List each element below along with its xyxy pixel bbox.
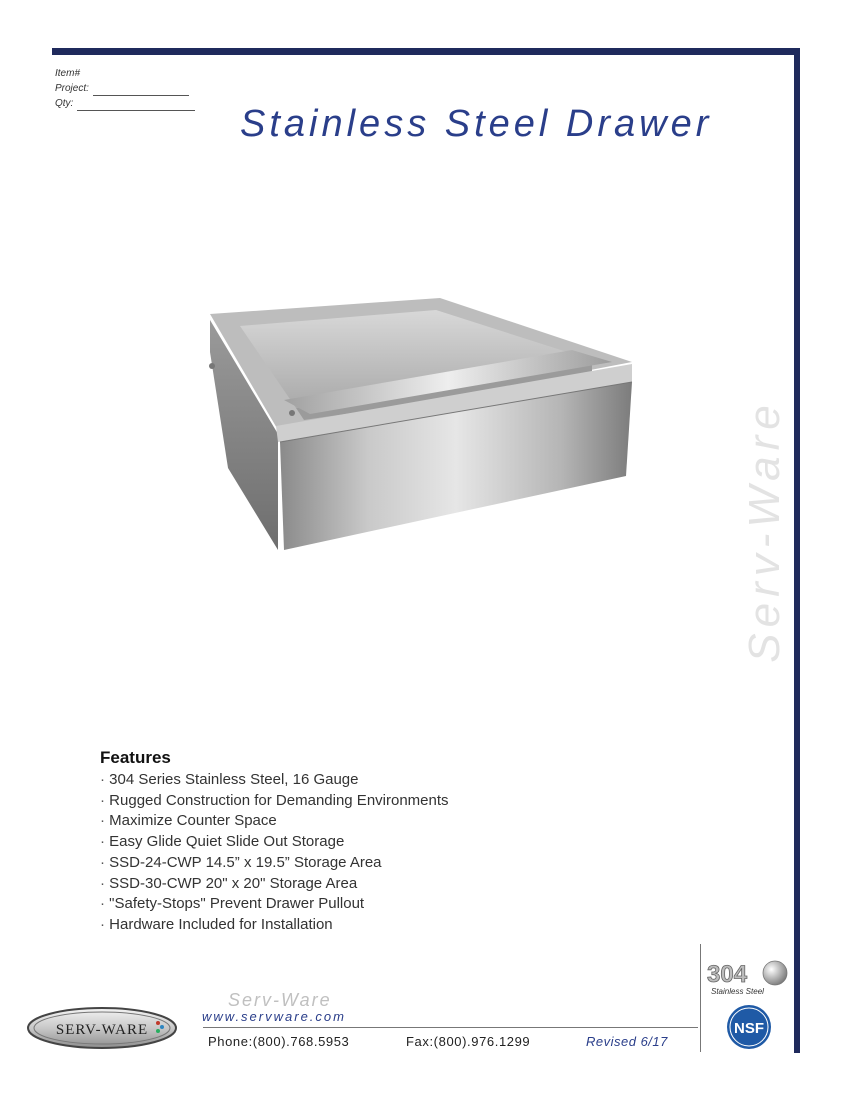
revised-date: Revised 6/17 [586,1034,668,1049]
project-field [55,81,195,96]
feature-item: · 304 Series Stainless Steel, 16 Gauge [100,770,449,791]
page-title: Stainless Steel Drawer [240,103,713,145]
item-label: Item# [55,68,81,79]
features-section [100,748,449,936]
footer-brand-name: Serv-Ware [228,990,332,1010]
feature-item: · Easy Glide Quiet Slide Out Storage [100,832,449,853]
vertical-brand-text: Serv-Ware [740,399,789,663]
footer-fax: Fax:(800).976.1299 [406,1034,531,1049]
project-label: Project: [55,83,89,94]
project-blank-line [93,85,189,96]
serv-ware-logo [26,1006,178,1050]
badge-sphere-icon [763,961,787,985]
nsf-text: NSF [734,1020,764,1037]
stainless-304-badge [707,958,789,998]
footer-phone: Phone:(800).768.5953 [208,1034,350,1049]
qty-label: Qty: [55,98,74,109]
vertical-brand-watermark [740,376,790,686]
nsf-certification-icon [726,1004,772,1050]
footer-vertical-divider [700,944,701,1052]
footer-divider [203,1027,698,1028]
badge-304-number: 304 [707,961,748,988]
top-frame-bar [52,48,800,55]
right-frame-bar [794,48,800,1053]
features-heading: Features [100,748,171,767]
qty-field [55,96,195,111]
item-field [55,66,195,81]
feature-item: · Hardware Included for Installation [100,915,449,936]
logo-text: SERV-WARE [55,1022,149,1038]
feature-item: · "Safety-Stops" Prevent Drawer Pullout [100,894,449,915]
feature-item: · Rugged Construction for Demanding Environments [100,791,449,812]
feature-item: · Maximize Counter Space [100,811,449,832]
drawer-product-image [200,292,640,554]
feature-item: · SSD-24-CWP 14.5” x 19.5” Storage Area [100,853,449,874]
features-list [100,770,449,936]
footer-website[interactable]: www.servware.com [202,1009,346,1024]
badge-304-caption: Stainless Steel [711,987,764,996]
feature-item: · SSD-30-CWP 20" x 20" Storage Area [100,874,449,895]
order-info-fields [55,66,195,111]
qty-blank-line [77,100,195,111]
